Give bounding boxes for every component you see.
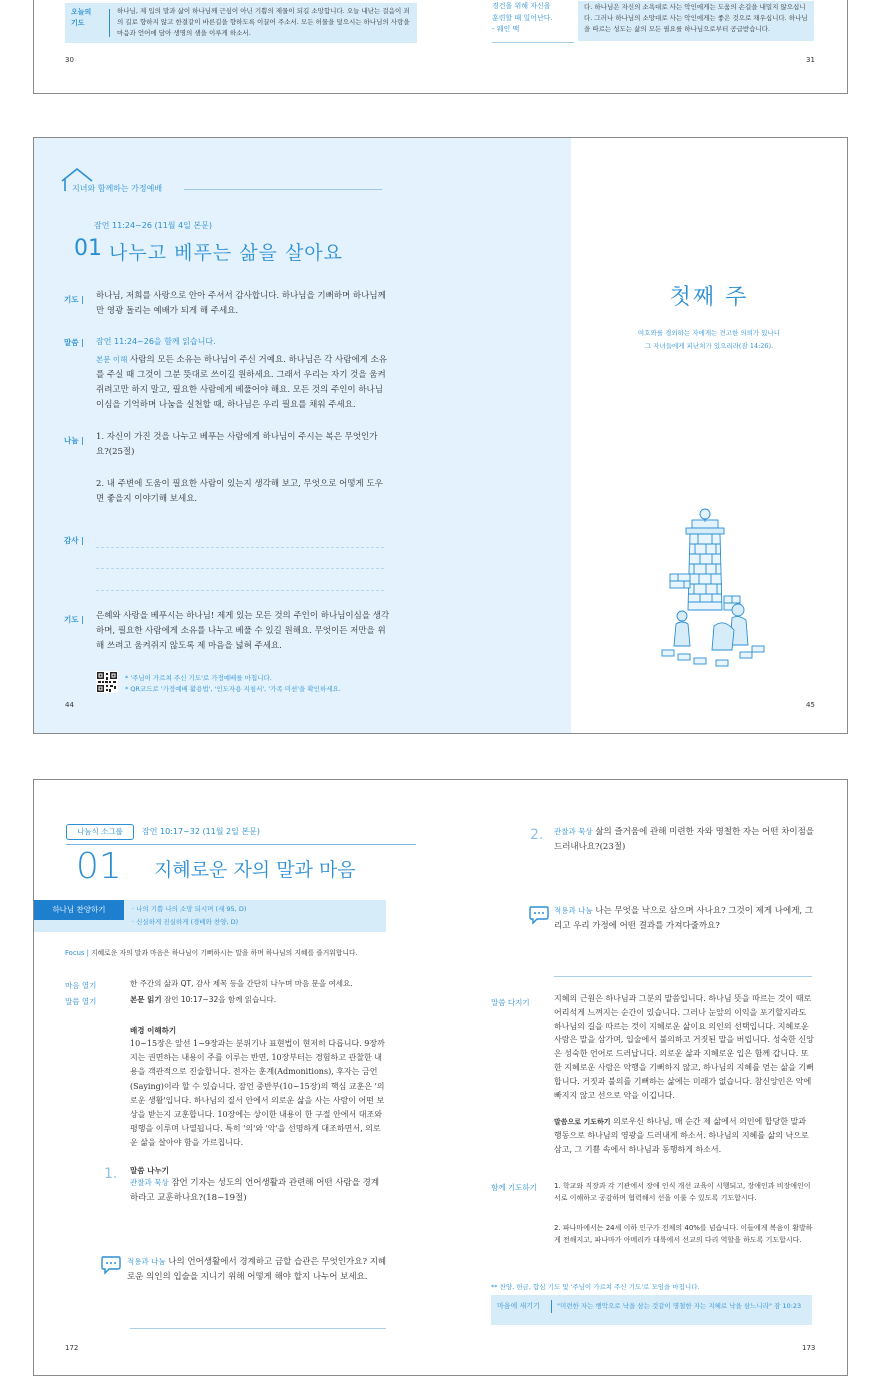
thanks-label: 감사 |	[64, 536, 84, 545]
right-box-text: 다. 하나님은 자신의 소욕대로 사는 악인에게는 도움의 손길을 내밀지 않으십니다. 그러나 하나님의 소망대로 사는 악인에게는 좋은 것으로 채우십니다. 하나님을 따르는 성도는 삶의 모든 필요를 하나님으로부터 공급받습니다.	[584, 3, 808, 33]
prayer-text-2: 은혜와 사랑을 베푸시는 하나님! 제게 있는 모든 것의 주인이 하나님이심을 생각하며, 필요한 사람에게 소유를 나누고 베풀 수 있길 원해요. 무엇이든 저만을 위해 쓰려고 움켜쥐지 않도록 제 마음을 넓혀 주세요.	[96, 611, 390, 651]
thanks-line-2	[96, 568, 384, 569]
share-question-2: 2. 내 주변에 도움이 필요한 사람이 있는지 생각해 보고, 무엇으로 어떻게 도우면 좋을지 이야기해 보세요.	[96, 479, 383, 504]
apply-2-text	[554, 903, 816, 934]
background-heading: 배경 이해하기	[130, 1026, 177, 1035]
speech-bubble-icon	[100, 1255, 122, 1275]
understanding-label: 본문 이해	[96, 355, 128, 364]
footer-note: ** 찬양, 헌금, 합심 기도 및 '주님이 가르쳐 주신 기도'로 모임을 마칩니다.	[491, 1283, 700, 1291]
lesson-subtitle: 잠언 10:17~32 (11월 2일 본문)	[142, 827, 260, 836]
understanding-text	[96, 352, 390, 413]
thanks-line-1	[96, 547, 384, 548]
understanding-body: 사람의 모든 소유는 하나님이 주신 거예요. 하나님은 각 사람에게 소유를 주실 때 그것이 그분 뜻대로 쓰이길 원하세요. 그래서 우리는 자기 것을 움켜쥐려고만 하지 말고, 필요한 사람에게 베풀어야 해요. 모든 것의 주인이 하나님이심을 기억하며 나눔을 실천할 때, 하나님은 우리 필요를 채워 주세요.	[96, 355, 388, 410]
open-word-label: 말씀 열기	[65, 997, 97, 1006]
book-spread-2	[33, 137, 848, 734]
memory-text: "미련한 자는 행악으로 낙을 삼는 것같이 명철한 자는 지혜로 낙을 삼느니라" 잠 10:23	[557, 1302, 802, 1310]
quote-text: 경건을 위해 자신을 훈련할 때 일어난다. - 웨인 맥	[492, 2, 553, 33]
praise-item-1: · 나의 기쁨 나의 소망 되시며 (새 95, D)	[132, 905, 247, 913]
lesson-title: 나누고 베푸는 삶을 살아요	[109, 242, 344, 264]
word-prayer-head: 말씀으로 기도하기	[554, 1118, 611, 1126]
qr-code-icon[interactable]	[96, 671, 118, 693]
question-2-body: 삶의 즐거움에 관해 미련한 자와 명철한 자는 어떤 차이점을 드러내나요?(23절)	[554, 827, 814, 852]
apply-1-text	[127, 1254, 389, 1285]
today-prayer-text: 하나님, 제 입의 말과 삶이 하나님께 근심이 아닌 기쁨의 제물이 되길 소망합니다. 오늘 내난는 걸음이 죄의 길로 향하지 않고 한결같이 바른길을 향하도록 이끌어 주소서. 모든 허물을 덮으시는 하나님의 사랑을 마음과 언어에 담아 생명의 샘을 이루게 하소서.	[117, 7, 410, 37]
question-1-number: 1.	[104, 1166, 118, 1182]
page-number-31: 31	[806, 56, 815, 64]
prayer-text-1: 하나님, 저희를 사랑으로 안아 주셔서 감사합니다. 하나님을 기뻐하며 하나님께만 영광 돌리는 예배가 되게 해 주세요.	[96, 291, 386, 316]
apply-1-label: 적용과 나눔	[127, 1257, 166, 1266]
word-prayer-line	[554, 1115, 816, 1157]
page-number-45: 45	[806, 701, 815, 709]
close-word-label: 말씀 다지기	[491, 998, 530, 1007]
praise-item-2: · 신실하게 진실하게 (경배와 찬양, D)	[132, 918, 239, 926]
open-word-line	[130, 994, 400, 1007]
open-heart-label: 마음 열기	[65, 981, 97, 990]
read-text-body: 잠언 10:17~32을 함께 읽습니다.	[163, 995, 277, 1004]
focus-label: Focus |	[65, 949, 89, 957]
open-heart-text: 한 주간의 삶과 QT, 감사 제목 등을 간단히 나누며 마음 문을 여세요.	[130, 979, 353, 988]
lesson-title: 지혜로운 자의 말과 마음	[154, 859, 356, 881]
tower-illustration	[654, 500, 769, 670]
today-prayer-divider	[109, 9, 110, 37]
page-number-172: 172	[65, 1344, 79, 1352]
apply-2-label: 적용과 나눔	[554, 906, 593, 915]
today-prayer-label: 오늘의 기도	[71, 8, 92, 27]
memory-bar	[491, 1295, 812, 1325]
read-text-head: 본문 읽기	[130, 995, 162, 1004]
praise-bar	[34, 900, 386, 932]
week-title: 첫째 주	[669, 285, 749, 310]
question-1-text	[130, 1175, 386, 1206]
together-prayer-label: 함께 기도하기	[491, 1183, 537, 1192]
page-number-173: 173	[802, 1344, 816, 1352]
prayer-label-2: 기도 |	[64, 615, 84, 624]
question-2-text	[554, 824, 816, 855]
page-number-30: 30	[65, 56, 74, 64]
close-word-text: 지혜의 근원은 하나님과 그분의 말씀입니다. 하나님 뜻을 따르는 것이 때로 어리석게 느껴지는 순간이 있습니다. 그러나 눈앞의 이익을 포기할지라도 하나님의 길을 따르는 것이 지혜로운 삶이요 의인의 선택입니다. 지혜로운 사람은 말을 삼가며, 입술에서 불의하고 거짓된 말을 버립니다. 성숙한 신앙은 성숙한 언어로 드러납니다. 의로운 삶과 지혜로운 입은 함께 갑니다. 또한 지혜로운 사람은 악행을 기뻐하지 않고, 하나님의 지혜를 얻는 삶을 기뻐합니다. 거짓과 불의를 기뻐하는 삶에는 미래가 없습니다. 참신앙인은 악에 빠지지 않고 선으로 악을 이깁니다.	[554, 994, 814, 1100]
note-2: * QR코드로 '가정예배 활용법', '인도자용 지침서', '가족 미션'을 확인하세요.	[125, 685, 341, 693]
word-label: 말씀 |	[64, 338, 84, 347]
question-2-label: 관찰과 묵상	[554, 827, 593, 836]
word-heading: 잠언 11:24~26을 함께 읽습니다.	[96, 337, 216, 346]
subtitle-rule	[66, 844, 416, 845]
question-1-heading: 말씀 나누기	[130, 1166, 169, 1175]
header-label: 지녀와 함께하는 가정예배	[72, 184, 163, 193]
speech-bubble-icon-2	[528, 905, 550, 925]
apply-1-rule	[130, 1328, 386, 1329]
together-prayer-1: 1. 학교와 직장과 각 기관에서 장애 인식 개선 교육이 시행되고, 장애인과 비장애인이 서로 이해하고 공감하며 협력해서 선을 이룰 수 있도록 기도합시다.	[554, 1182, 811, 1202]
prayer-label-1: 기도 |	[64, 295, 84, 304]
right-box	[578, 1, 814, 41]
question-2-number: 2.	[530, 827, 544, 843]
question-1-label: 관찰과 묵상	[130, 1178, 169, 1187]
week-verse: 여호와를 경외하는 자에게는 견고한 의뢰가 있나니 그 자녀들에게 피난처가 있으리라(잠 14:26).	[637, 329, 781, 350]
memory-label: 마음에 새기기	[497, 1302, 540, 1310]
note-1: * '주님이 가르쳐 주신 기도'로 가정예배를 마칩니다.	[125, 674, 272, 682]
apply-2-body: 나는 무엇을 낙으로 삼으며 사나요? 그것이 제게 나에게, 그리고 우리 가정에 어떤 결과를 가져다줄까요?	[554, 906, 814, 931]
thanks-line-3	[96, 590, 384, 591]
left-page-family-worship	[34, 138, 571, 733]
background-text: 10~15장은 앞선 1~9장과는 분위기나 표현법이 현저히 다릅니다. 9장까지는 권면하는 내용이 주를 이루는 반면, 10장부터는 경험하고 관찰한 내용을 객관적으로 진술합니다. 전자는 훈계(Admonitions), 후자는 금언(Saying)이라 할 수 있습니다. 잠언 중반부(10~15장)의 핵심 교훈은 '의로운 생활'입니다. 하나님의 질서 안에서 의로운 삶을 사는 사람이 어떤 보상을 받는지 교훈합니다. 10장에는 상이한 내용이 한 구절 안에서 대조와 평행을 이루며 나열됩니다. 특히 '의'와 '악'을 선명하게 대조하면서, 의로운 삶을 살아야 함을 가르칩니다.	[130, 1039, 385, 1148]
praise-label: 하나님 찬양하기	[34, 900, 124, 920]
small-group-tag: 나눔식 소그룹	[66, 824, 134, 840]
today-prayer-box	[65, 3, 417, 43]
lesson-title-number: 01	[76, 846, 122, 887]
share-question-1: 1. 자신이 가진 것을 나누고 베푸는 사람에게 하나님이 주시는 복은 무엇인가요?(25절)	[96, 432, 378, 457]
apply-1-body: 나의 언어생활에서 경계하고 금할 습관은 무엇인가요? 지혜로운 의인의 입술을 지니기 위해 어떻게 해야 할지 나누어 보세요.	[127, 1257, 387, 1282]
quote-rule	[492, 42, 574, 43]
book-spread-3	[33, 779, 848, 1376]
lesson-title-number: 01	[74, 236, 102, 261]
word-prayer-text: 의로우신 하나님, 매 순간 제 삶에서 의인에 합당한 말과 행동으로 하나님의 영광을 드러내게 하소서. 하나님의 지혜를 삶의 낙으로 삼고, 그 기쁨 속에서 하나님과 동행하게 하소서.	[554, 1117, 809, 1154]
book-spread-1	[33, 0, 848, 94]
focus-line	[65, 947, 358, 957]
focus-text: 지혜로운 자의 말과 마음은 하나님이 기뻐하시는 말을 하며 하나님의 지혜를 즐거워합니다.	[91, 949, 358, 957]
header-rule	[184, 189, 382, 190]
lesson-subtitle: 잠언 11:24~26 (11월 4일 본문)	[94, 221, 212, 230]
question-1-body: 잠언 기자는 성도의 언어생활과 관련해 어떤 사람을 경계하라고 교훈하나요?(18~19절)	[130, 1178, 380, 1203]
together-prayer-2: 2. 파나마에서는 24세 이하 인구가 전체의 40%를 넘습니다. 이들에게 복음이 활발하게 전해지고, 파나마가 아메리카 대륙에서 선교의 다리 역할을 하도록 기도합시다.	[554, 1224, 813, 1244]
page-number-44: 44	[65, 701, 74, 709]
share-label: 나눔 |	[64, 436, 84, 445]
apply-2-rule	[554, 976, 812, 977]
memory-divider	[551, 1300, 552, 1313]
